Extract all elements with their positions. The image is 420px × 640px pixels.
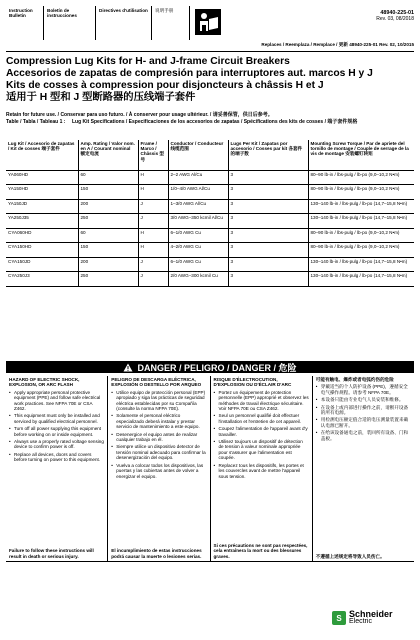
schneider-logo [332,608,412,628]
table-cell: 3 [228,199,308,214]
table-cell: 3/0 AWG–350 kcmil Al/Cu [168,214,228,229]
danger-item: • Utilice equipo de protección personal (EPP) apropiado y siga las prácticas de seguridad eléctrica establecidas por su Compañía (consulte la norma NFPA 70E). [111,390,206,412]
table-cell: J [138,272,168,287]
table-cell: 3 [228,257,308,272]
table-cell: 3 [228,170,308,185]
table-row [6,170,414,185]
danger-column [313,376,414,561]
table-cell: 250 [78,214,138,229]
table-cell: J [138,257,168,272]
title-fr: Kits de cosses à compression pour disjoncteurs à châssis H et J [6,80,324,91]
table-row [6,214,414,229]
table-cell: 80–90 lb-in / lbs-pulg / lb-po (9,0–10,2 N•m) [308,170,414,185]
table-cell: 80–90 lb-in / lbs-pulg / lb-po (9,0–10,2 N•m) [308,228,414,243]
danger-heading: 可能有触电、爆炸或者电弧灼伤的危险 [315,377,394,382]
title-en: Compression Lug Kits for H- and J-frame Circuit Breakers [6,56,290,67]
danger-list [316,384,411,441]
label-es: Boletín de instrucciones [44,6,96,40]
danger-footer: Si ces précautions ne sont pas respectées, cela entraînera la mort ou des blessures graves. [213,542,308,559]
danger-item: • Coupez l'alimentation de l'appareil avant d'y travailler. [214,426,309,437]
table-cell: YA150JD [6,199,78,214]
table-cell: H [138,243,168,258]
col-header: Mounting Screw Torque / Par de apriete del tornillo de montage / Couple de serrage de la vis de montage 安装螺钉转矩 [308,140,414,170]
danger-item: • This equipment must only be installed and serviced by qualified electrical personnel. [9,413,104,424]
danger-list [214,390,309,479]
table-cell: CYA150HD [6,243,78,258]
table-cell: 130–140 lb-in / lbs-pulg / lb-po (14,7–15,8 N•m) [308,199,414,214]
col-header: Amp. Rating / Valor nom. en A / Courant nominal 额定电流 [78,140,138,170]
table-row [6,199,414,214]
table-cell: 80–90 lb-in / lbs-pulg / lb-po (9,0–10,2 N•m) [308,243,414,258]
danger-item: • Desenergice el equipo antes de realizar cualquier trabajo en él. [111,432,206,443]
table-cell: 4–2/0 AWG Cu [168,243,228,258]
table-cell: 3 [228,228,308,243]
document-header [6,6,414,40]
col-header: Lug Kit / Accesorio de zapatas / Kit de cosses 端子套件 [6,140,78,170]
danger-footer: Failure to follow these instructions will result in death or serious injury. [9,548,94,559]
table-caption [6,119,414,125]
danger-item: • Apply appropriate personal protective equipment (PPE) and follow safe electrical work practices. See NFPA 70E or CSA Z462. [9,390,104,412]
title-zh: 适用于 H 型和 J 型断路器的压线端子套件 [6,92,196,103]
table-cell: H [138,170,168,185]
table-cell: 3 [228,214,308,229]
table-cell: 2/0 AWG–300 kcmil Cu [168,272,228,287]
table-cell: J [138,199,168,214]
danger-column [211,376,313,561]
table-cell: CYA250J3 [6,272,78,287]
title-block [6,56,414,104]
table-cell: 1–3/0 AWG Al/Cu [168,199,228,214]
danger-item: • Always use a properly rated voltage sensing device to confirm power is off. [9,439,104,450]
danger-item: • Seul un personnel qualifié doit effectuer l'installation et l'entretien de cet appareil. [214,413,309,424]
table-cell: 60 [78,170,138,185]
table-cell: CYA150JD [6,257,78,272]
table-cell: YA250J35 [6,214,78,229]
label-en: Instruction Bulletin [6,6,44,40]
table-caption-label: Table / Tabla / Tableau 1 : [6,119,66,125]
table-cell: 150 [78,243,138,258]
table-cell: 60 [78,228,138,243]
danger-item: • 用检测电压额定值合适的电压测量装置来确认电源已断开。 [316,417,411,428]
danger-item: • 穿戴适当的个人防护设备 (PPE)，遵循安全电气操作规程。请参考 NFPA 70E。 [316,384,411,395]
table-row [6,185,414,200]
doc-info [376,6,414,40]
table-cell: 80–90 lb-in / lbs-pulg / lb-po (9,0–10,2 N•m) [308,185,414,200]
table-row [6,243,414,258]
lug-kit-spec-table [6,140,414,287]
table-cell: YA060HD [6,170,78,185]
danger-item: • Siempre utilice un dispositivo detector de tensión nominal adecuado para confirmar la desenergización del equipo. [111,444,206,460]
replaces-note: Replaces / Reemplaza / Remplace / 更新 48940-225-01 Rev. 02, 10/2015 [261,42,414,47]
logo-mark-icon: S [332,611,346,625]
table-cell: 150 [78,185,138,200]
table-cell: 6–1/0 AWG Cu [168,257,228,272]
danger-list [111,390,206,479]
table-cell: CYA060HD [6,228,78,243]
table-cell: 3 [228,185,308,200]
table-cell: H [138,185,168,200]
danger-list [9,390,104,463]
danger-item: • Solamente el personal eléctrico especializado deberá instalar y prestar servicio de mantenimiento a este equipo. [111,413,206,429]
table-cell: 3 [228,243,308,258]
table-row [6,257,414,272]
table-cell: H [138,228,168,243]
danger-heading: PELIGRO DE DESCARGA ELÉCTRICA, EXPLOSIÓN O DESTELLO POR ARQUEO [111,377,202,388]
table-header-row [6,140,414,170]
warning-triangle-icon [123,363,133,372]
table-cell: 200 [78,257,138,272]
danger-item: • 本设备只能由专业电气人员安装和维修。 [316,397,411,402]
col-header: Frame / Marco / Châssis 型号 [138,140,168,170]
label-fr: Directives d'utilisation [96,6,152,40]
table-cell: 130–140 lb-in / lbs-pulg / lb-po (14,7–15,8 N•m) [308,214,414,229]
table-row [6,228,414,243]
table-cell: 200 [78,199,138,214]
table-cell: 130–140 lb-in / lbs-pulg / lb-po (14,7–15,8 N•m) [308,272,414,287]
danger-banner-text: DANGER / PELIGRO / DANGER / 危险 [137,362,297,373]
table-cell: 6–1/0 AWG Cu [168,228,228,243]
brand-name: Schneider [349,609,393,619]
table-cell: YA150HD [6,185,78,200]
col-header: Lugs Per Kit / Zapatas por accesorio / Cosses par kit 各套件的端子数 [228,140,308,170]
danger-item: • Vuelva a colocar todos los dispositivos, las puertas y las cubiertas antes de volver a energizar el equipo. [111,463,206,479]
danger-column [6,376,108,561]
danger-item: • Utilisez toujours un dispositif de détection de tension à valeur nominale appropriée pour s'assurer que l'alimentation est coupée. [214,439,309,461]
danger-item: • 在给该设备通电之前，装回所有设备、门和盖板。 [316,430,411,441]
table-cell: 2–2 AWG Al/Cu [168,170,228,185]
table-cell: 250 [78,272,138,287]
danger-heading: HAZARD OF ELECTRIC SHOCK, EXPLOSION, OR ARC FLASH [9,377,80,388]
danger-footer: El incumplimiento de estas instrucciones podrá causar la muerte o lesiones serias. [111,548,202,559]
label-zh: 说明手册 [152,6,190,40]
danger-footer: 不遵循上述规定将导致人员伤亡。 [315,553,385,559]
danger-item: • Replacez tous les dispositifs, les portes et les couvercles avant de mettre l'appareil sous tension. [214,463,309,479]
danger-item: • Replace all devices, doors and covers before turning on power to this equipment. [9,452,104,463]
danger-columns [6,376,414,562]
table-caption-text: Lug Kit Specifications / Especificaciones de los accesorios de zapatas / Spécifications des kits de cosses / 端子套件规格 [72,119,358,125]
logo-text [349,610,393,626]
danger-item: • Turn off all power supplying this equipment before working on or inside equipment. [9,426,104,437]
read-manual-icon [194,8,222,36]
table-cell: 130–140 lb-in / lbs-pulg / lb-po (14,7–15,8 N•m) [308,257,414,272]
retain-note: Retain for future use. / Conservar para uso futuro. / À conserver pour usage ultérieur. / 请妥善保管，供日后参考。 [6,112,273,118]
header-divider [6,51,414,52]
col-header: Conductor / Conducteur 线缆范围 [168,140,228,170]
doc-revision: Rev. 03, 08/2018 [376,16,414,22]
danger-banner [6,361,414,373]
table-row [6,272,414,287]
brand-sub: Electric [349,618,372,625]
table-cell: J [138,214,168,229]
doc-number: 48940-225-01 [380,10,414,16]
danger-item: • Portez un équipement de protection personnelle (EPP) approprié et observez les méthodes de travail électrique sécuritaire. Voir NFPA 70E ou CSA Z462. [214,390,309,412]
table-cell: 3 [228,272,308,287]
danger-heading: RISQUE D'ÉLECTROCUTION, D'EXPLOSION OU D'ÉCLAIR D'ARC [213,377,292,388]
danger-column [108,376,210,561]
title-es: Accesorios de zapatas de compresión para interruptores aut. marcos H y J [6,68,373,79]
danger-item: • 在设备上或内部进行操作之前，请断开设备的所有电源。 [316,405,411,416]
table-cell: 1/0–4/0 AWG Al/Cu [168,185,228,200]
